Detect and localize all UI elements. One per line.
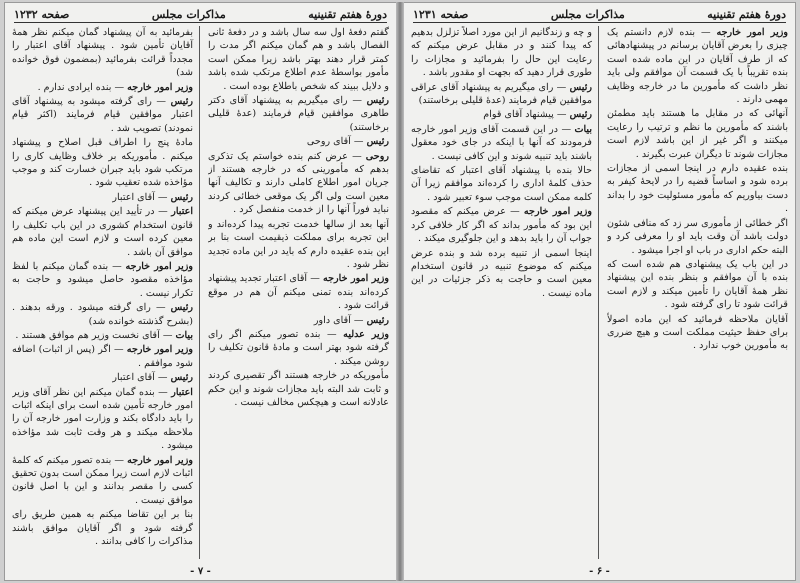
paragraph-text: اگر خطائی از مأموری سر زد که منافی شئون دولت باشد آن وقت باید او را معرفی کرد و البته حکم اداری در باب او اجرا میشود . (607, 217, 788, 256)
speaker-name: اعتبار (171, 386, 193, 398)
paragraph (411, 26, 592, 80)
paragraph: رئیس — رای میگیریم به پیشنهاد آقای عراقی موافقین قیام فرمایند (عدهٔ قلیلی برخاستند) (411, 81, 592, 107)
speaker-name: رئیس (569, 109, 592, 121)
paragraph-text: در این باب یک پیشنهادی هم شده است که بنده با آن موافقم و بنظر بنده این پیشنهاد نظر همهٔ آقایان را تأمین میکند و لازم است قرائت شود تا رای گرفته شود . (607, 258, 788, 311)
paragraph: وزیر امور خارجه — بنده ایرادی ندارم . (37, 81, 193, 93)
paragraph (607, 217, 788, 257)
paragraph: بیات — در این قسمت آقای وزیر امور خارجه فرمودند که آنها با اینکه در جای خود معقول باشند باید تنبیه شوند و این کافی نیست . (411, 123, 592, 162)
speaker-name: رئیس (170, 96, 193, 108)
speaker-name: رئیس (170, 191, 193, 203)
paragraph (607, 162, 788, 216)
speaker-name: رئیس (170, 302, 193, 314)
paragraph-text: بفرمائید به آن پیشنهاد گمان میکنم نظر همهٔ آقایان تأمین شود . پیشنهاد آقای اعتبار را مجدداً قرائت بفرمائید (بمضمون فوق خوانده شد) (12, 27, 193, 79)
paragraph-text: بنده لازم دانستم یک چیزی را بعرض آقایان برسانم در پیشنهادهائی که از طرف آقایان در این ماده شده است بنده تقریباً با یک قسمت آن موافقم ولی باید نظر داشت که مأمورین ما در خارجه وظایف مهمی دارند . (607, 27, 788, 106)
paragraph-text: بنده گمان میکنم با لفظ مؤاخذه مقصود حاصل میشود و حاجت به تکرار نیست . (12, 260, 193, 299)
paragraph: وزیر امور خارجه — اگر (پس از اثبات) اضافه شود موافقم . (12, 344, 194, 369)
speaker-name: رئیس (366, 136, 389, 148)
speaker-name: بیات (574, 123, 592, 135)
right-header-title: مذاکرات مجلس (550, 7, 625, 21)
speaker-name: روحی (365, 150, 389, 162)
paragraph-text: آنها بعد از سالها خدمت تجربه پیدا کرده‌اند و این تجربه برای مملکت ذیقیمت است بنا بر این بنده عقیده دارم که باید در این ماده تجدید نظر شود . (208, 218, 389, 270)
paragraph-text: و چه و زندگانیم از این مورد اصلاً تزلزل بدهیم که پیدا کنند و در مقابل عرض میکنم که رعایت این حال را بفرمائید و مجازات را طوری قرار دهید که بجهت او مقدور باشد . (411, 27, 592, 79)
paragraph: اعتبار — بنده گمان میکنم این نظر آقای وزیر امور خارجه تأمین شده است برای اینکه اثبات را باید دادگاه بکند و وزارت امور خارجه آن را ملاحظه میکند و هر وقت ثابت شد مؤاخذه میشود . (12, 386, 193, 452)
paragraph (208, 369, 389, 409)
paragraph: وزیر امور خارجه — عرض میکنم که مقصود این بود که مأمور بداند که اگر کار خلافی کرد جواب آن را باید بدهد و این جلوگیری میکند . (411, 206, 592, 245)
paragraph: رئیس — رای گرفته میشود . ورقه بدهند . (بشرح گذشته خوانده شد) (12, 302, 193, 327)
paragraph-text: آقای داور (313, 314, 351, 326)
paragraph-text: حالا بنده با پیشنهاد آقای اعتبار که تقاضای حذف کلمهٔ اداری را کرده‌اند موافقم زیرا آن کلمه ممکن است موجب سوء تعبیر شود . (411, 165, 592, 203)
paragraph-text: پیشنهاد آقای قوام (483, 109, 554, 121)
speaker-name: وزیر امور خارجه (322, 273, 389, 285)
left-header-page: صفحه ۱۲۳۲ (14, 7, 70, 21)
right-header-session: دورهٔ هفتم تقنینیه (707, 7, 786, 21)
left-header-session: دورهٔ هفتم تقنینیه (308, 7, 387, 21)
paragraph-text: آقای اعتبار (112, 191, 155, 203)
right-page-columns (411, 26, 788, 559)
paragraph (208, 26, 389, 93)
speaker-name: وزیر امور خارجه (125, 260, 194, 272)
paragraph: رئیس — رای میگیریم به پیشنهاد آقای دکتر طاهری موافقین قیام فرمایند (عدهٔ قلیلی برخاستند) (208, 95, 389, 133)
left-page-header (14, 6, 387, 23)
paragraph-text: رای میگیریم به پیشنهاد آقای دکتر طاهری موافقین قیام فرمایند (عدهٔ قلیلی برخاستند) (208, 95, 389, 133)
book-spread (4, 2, 796, 581)
right-col-left (411, 26, 599, 559)
paragraph-text: عرض میکنم که مقصود این بود که مأمور بداند که اگر کار خلافی کرد جواب آن را باید بدهد و این جلوگیری میکند . (411, 206, 592, 245)
paragraph-text: آقای نخست وزیر هم موافق هستند . (15, 329, 160, 341)
paragraph-text: رای میگیریم به پیشنهاد آقای عراقی موافقین قیام فرمایند (عدهٔ قلیلی برخاستند) (411, 81, 592, 107)
paragraph (208, 218, 389, 272)
paragraph-text: گفتم دفعهٔ اول سه سال باشد و در دفعهٔ ثانی الفصال باشد و هم گمان میکنم اگر مدت را کمتر قرار دهند بهتر باشد زیرا ممکن است مأمور بواسطهٔ عدم اطلاع مرتکب شده باشد و دلایل ببیند که شخص باطلاع بوده است . (208, 27, 389, 92)
speaker-name: رئیس (170, 372, 193, 384)
paragraph-text: آقای روحی (306, 136, 351, 148)
paragraph-text: آنهائی که در مقابل ما هستند باید مطمئن باشند که مأمورین ما نظم و ترتیب را رعایت میکنند و اگر غیر از این باشد لازم است مجازات شوند تا دیگران عبرت بگیرند . (607, 108, 788, 160)
paragraph: وزیر امور خارجه — بنده تصور میکنم که کلمهٔ اثبات لازم است زیرا ممکن است بدون تحقیق کسی را مقصر بدانند و این با اصل قانون موافق نیست . (12, 454, 193, 506)
paragraph: رئیس — آقای اعتبار (112, 372, 193, 384)
paragraph (411, 247, 592, 301)
speaker-name: رئیس (366, 95, 389, 107)
paragraph: رئیس — آقای داور (313, 314, 389, 326)
paragraph: رئیس — رای گرفته میشود به پیشنهاد آقای اعتبار موافقین قیام فرمایند (اکثر قیام نمودند) تصویب شد . (12, 96, 193, 134)
paragraph: وزیر امور خارجه — بنده لازم دانستم یک چیزی را بعرض آقایان برسانم در پیشنهادهائی که از طرف آقایان در این ماده شده است بنده تقریباً با یک قسمت آن موافقم ولی باید نظر داشت که مأمورین ما در خارجه وظایف مهمی دارند . (607, 27, 788, 106)
speaker-name: رئیس (569, 81, 592, 93)
left-header-title: مذاکرات مجلس (151, 7, 226, 21)
paragraph (607, 107, 788, 161)
paragraph (607, 258, 788, 312)
paragraph: وزیر امور خارجه — بنده گمان میکنم با لفظ مؤاخذه مقصود حاصل میشود و حاجت به تکرار نیست . (12, 260, 194, 299)
paragraph-text: مادهٔ پنج را اطراف قبل اصلاح و پیشنهاد میکنم . مأموریکه بر خلاف وظایف کاری را مرتکب شود باید جبران خسارت کند و موجب مؤاخذه شده تعقیب شود . (12, 137, 193, 189)
paragraph-text: در تأیید این پیشنهاد عرض میکنم که قانون استخدام کشوری در این باب تکلیف را معین کرده است و لازم است این ماده هم موافق آن باشد . (12, 206, 193, 258)
paragraph-text: بنده عقیده دارم در اینجا اسمی از مجازات برده شود و اساساً قضیه را در لایحهٔ کیفر به دست بیاوریم که مأمور مسئولیت خود را بداند . (607, 163, 788, 215)
paragraph: روحی — عرض کنم بنده خواستم یک تذکری بدهم که مأمورینی که در خارجه هستند از جریان امور اطلاع کاملی دارند و تکالیف آنها معین است ولی اگر یک موقعی خطائی کردند نباید فوراً آنها را از خدمت منفصل کرد . (208, 150, 389, 216)
left-col-right (208, 26, 389, 559)
right-page-number: - ۶ - (589, 566, 610, 577)
right-col-right (607, 26, 788, 559)
speaker-name: بیات (175, 329, 193, 341)
paragraph (607, 313, 788, 353)
right-header-page: صفحه ۱۲۳۱ (413, 7, 469, 21)
paragraph: وزیر امور خارجه — آقای اعتبار تجدید پیشنهاد کرده‌اند بنده تمنی میکنم آن هم در موقع قرائت شود . (208, 273, 389, 312)
paragraph-text: آقای اعتبار (112, 372, 155, 384)
paragraph-text: بنده گمان میکنم این نظر آقای وزیر امور خارجه تأمین شده است برای اینکه اثبات را باید دادگاه بکند و وزارت امور خارجه آن را ملاحظه میکند و هر وقت ثابت شد مؤاخذه میشود . (12, 386, 193, 452)
speaker-name: رئیس (366, 314, 389, 326)
speaker-name: وزیر عدلیه (343, 328, 389, 340)
paragraph-text: بنده ایرادی ندارم . (37, 81, 112, 93)
paragraph-text: بنده تصور میکنم اگر رای گرفته شود بهتر است و مادهٔ قانون تکلیف را روشن میکند . (208, 328, 389, 367)
paragraph: وزیر عدلیه — بنده تصور میکنم اگر رای گرفته شود بهتر است و مادهٔ قانون تکلیف را روشن میکند . (208, 328, 389, 367)
paragraph-text: آقای اعتبار تجدید پیشنهاد کرده‌اند بنده تمنی میکنم آن هم در موقع قرائت شود . (208, 273, 389, 312)
paragraph: رئیس — پیشنهاد آقای قوام (483, 109, 592, 121)
right-page-header (413, 6, 786, 23)
paragraph (12, 26, 193, 80)
paragraph-text: بنا بر این تقاضا میکنم به همین طریق رای گرفته شود و اگر آقایان موافق باشند مذاکرات را کافی بدانند . (12, 509, 193, 548)
paragraph-text: بنده تصور میکنم که کلمهٔ اثبات لازم است زیرا ممکن است بدون تحقیق کسی را مقصر بدانند و این با اصل قانون موافق نیست . (12, 454, 193, 506)
left-page-columns (12, 26, 389, 559)
speaker-name: وزیر امور خارجه (523, 206, 592, 218)
paragraph-text: رای گرفته میشود به پیشنهاد آقای اعتبار موافقین قیام فرمایند (اکثر قیام نمودند) تصویب شد . (12, 96, 193, 134)
speaker-name: وزیر امور خارجه (716, 27, 788, 38)
paragraph: بیات — آقای نخست وزیر هم موافق هستند . (15, 329, 193, 341)
paragraph-text: مأموریکه در خارجه هستند اگر تقصیری کردند و ثابت شد البته باید مجازات شوند و این حکم عادلانه است و هیچکس مخالف نیست . (208, 370, 389, 408)
speaker-name: وزیر امور خارجه (126, 344, 194, 356)
paragraph (411, 164, 592, 204)
paragraph-text: عرض کنم بنده خواستم یک تذکری بدهم که مأمورینی که در خارجه هستند از جریان امور اطلاع کاملی دارند و تکالیف آنها معین است ولی اگر یک موقعی خطائی کردند نباید فوراً آنها را از خدمت منفصل کرد . (208, 150, 389, 216)
speaker-name: اعتبار (171, 206, 193, 218)
paragraph-text: آقایان ملاحظه فرمائید که این ماده اصولاً برای حفظ حیثیت مملکت است و هیچ ضرری به مأمورین خوب ندارد . (607, 313, 788, 352)
paragraph: رئیس — آقای اعتبار (112, 191, 193, 203)
speaker-name: وزیر امور خارجه (127, 454, 193, 466)
paragraph (12, 136, 193, 190)
left-col-left (12, 26, 200, 559)
right-page (403, 2, 796, 581)
paragraph: رئیس — آقای روحی (306, 136, 389, 148)
paragraph-text: رای گرفته میشود . ورقه بدهند . (بشرح گذشته خوانده شد) (12, 302, 193, 327)
left-page (4, 2, 397, 581)
speaker-name: وزیر امور خارجه (127, 81, 193, 93)
paragraph-text: اگر (پس از اثبات) اضافه شود موافقم . (12, 344, 193, 369)
left-page-number: - ۷ - (190, 566, 211, 577)
paragraph-text: در این قسمت آقای وزیر امور خارجه فرمودند که آنها با اینکه در جای خود معقول باشند باید تنبیه شوند و این کافی نیست . (411, 123, 592, 162)
paragraph (12, 508, 193, 548)
paragraph-text: اینجا اسمی از تنبیه برده شد و بنده عرض میکنم که موضوع تنبیه در قانون استخدام معین است و حاجت به ذکر جزئیات در این ماده نیست . (411, 247, 592, 299)
paragraph: اعتبار — در تأیید این پیشنهاد عرض میکنم که قانون استخدام کشوری در این باب تکلیف را معین کرده است و لازم است این ماده هم موافق آن باشد . (12, 206, 193, 258)
